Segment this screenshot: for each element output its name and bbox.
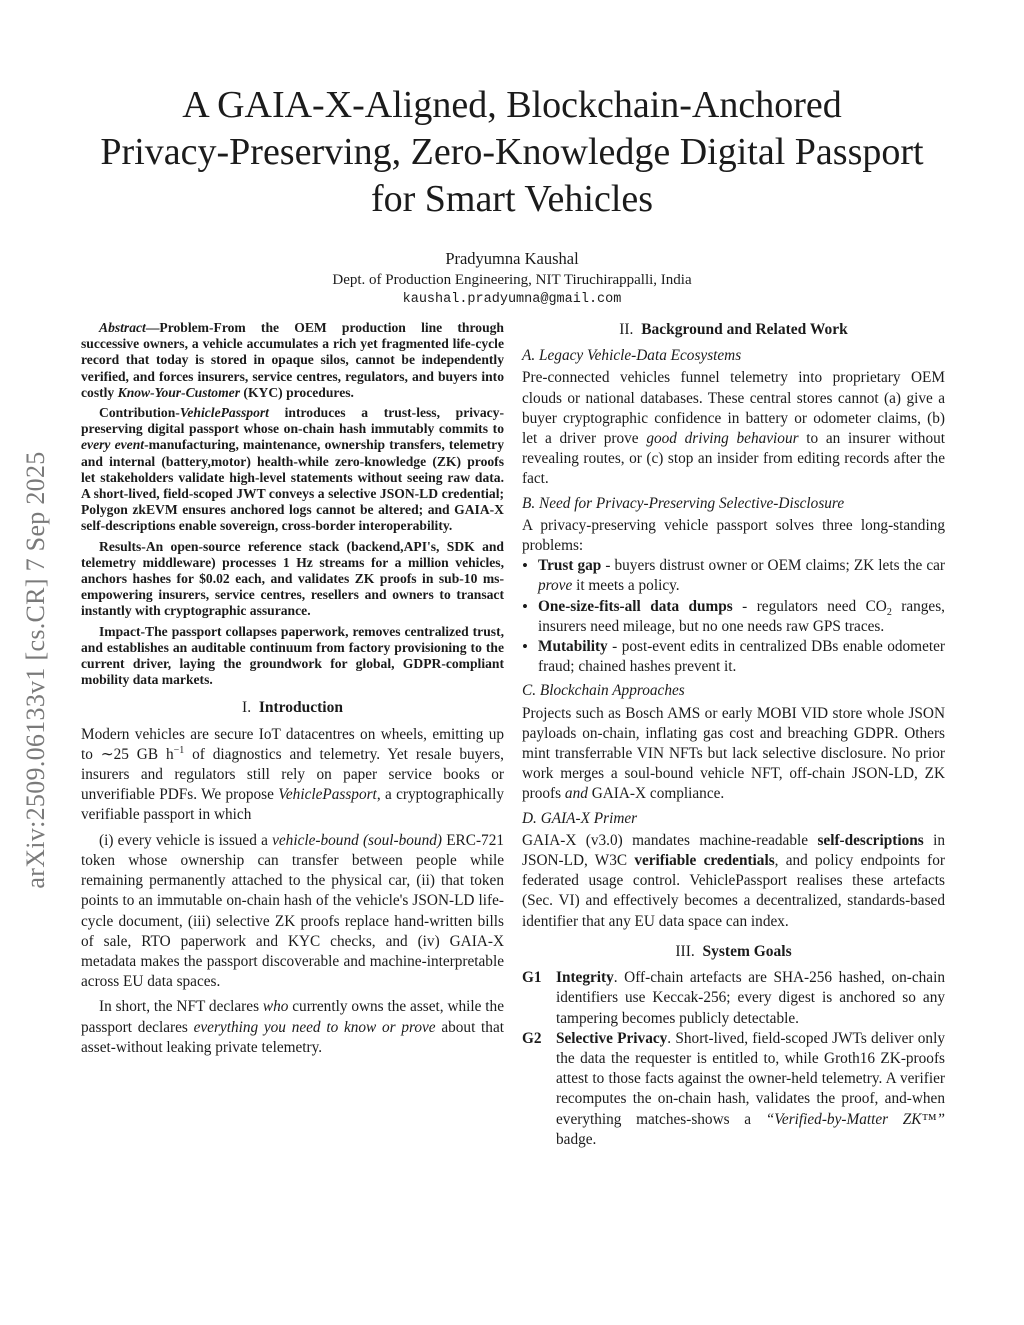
abstract-paragraph [81,405,504,535]
author-affiliation: Dept. of Production Engineering, NIT Tiruchirappalli, India [332,272,692,288]
body-italic: vehicle-bound (soul-bound) [272,831,442,849]
list-item [522,556,945,596]
subsection-heading: B. Need for Privacy-Preserving Selective-Disclosure [522,494,845,512]
body-text: it meets a policy. [572,577,680,595]
section-number: I. [242,699,252,717]
body-text: , and policy endpoints for federated usage control. VehiclePassport realises these artefacts (Sec. VI) and effectively becomes a decentralized, standards-based identifier that any EU data space can index. [522,852,945,930]
body-bold: verifiable credentials [634,852,775,870]
body-italic: VehiclePassport [278,786,377,804]
body-paragraph [81,997,504,1058]
body-text: - regulators need CO [732,597,887,615]
goal-id: G2 [522,1029,542,1047]
abstract-paragraph: Impact-The passport collapses paperwork, removes centralized trust, and establishes an auditable continuum from factory provisioning to the current driver, laying the groundwork for global, GDPR-compliant mobility data markets. [81,623,504,688]
goal-text [556,968,945,1029]
abstract-text: introduces a trust-less, privacy-preserving digital passport whose on-chain hash immutably commits to [81,405,504,437]
section-number: III. [675,942,695,960]
list-item-head: One-size-fits-all data dumps [538,597,733,615]
arxiv-sidebar [8,370,64,970]
section-heading [522,942,945,962]
list-item [522,637,945,677]
body-sup: −1 [173,744,185,756]
body-paragraph [81,831,504,993]
body-bold: self-descriptions [817,831,924,849]
list-item-head: Trust gap [538,557,602,575]
body-text: to an insurer without revealing routes, or (c) stop an insider from editing records after the fact. [522,430,945,488]
body-text: - buyers distrust owner or OEM claims; ZK lets the car [601,557,945,575]
body-paragraph [522,831,945,932]
title-line: A GAIA-X-Aligned, Blockchain-Anchored [182,84,842,126]
subsection-heading: C. Blockchain Approaches [522,682,685,700]
body-text: ranges, insurers need mileage, but no one needs raw GPS traces. [538,597,945,635]
body-paragraph [81,725,504,826]
abstract-paragraph [81,320,504,401]
subsection-heading: D. GAIA-X Primer [522,809,638,827]
body-text: . Short-lived, field-scoped JWTs deliver only the data the requester is entitled to, while Groth16 ZK-proofs attest to those facts against the owner-held telemetry. A verifier recomputes the on-chain hash, validates the proof, and-when everything matches-shows a [556,1029,945,1128]
abstract-vp: VehiclePassport [179,405,269,421]
abstract-every-event: every event [81,437,145,453]
body-text: In short, the NFT declares [99,998,263,1016]
body-text: about that asset-without leaking private telemetry. [81,1018,504,1056]
paper-title [60,82,964,223]
body-paragraph [522,704,945,805]
body-sub: 2 [886,606,892,618]
body-italic: good driving behaviour [646,430,799,448]
abstract-text: Contribution- [99,405,180,421]
body-text: - post-event edits in centralized DBs enable odometer fraud; chained hashes prevent it. [538,638,945,676]
goal-badge-text: “Verified-by-Matter ZK™” [765,1110,945,1128]
left-column [81,320,504,1058]
abstract-kyc: Know-Your-Customer [117,384,241,400]
section-heading [522,320,945,340]
body-text: GAIA-X (v3.0) mandates machine-readable [522,831,818,849]
abstract-text: -manufacturing, maintenance, ownership transfers, telemetry and internal (battery,motor) health-while zero-knowledge (ZK) proofs let stakeholders validate high-level statements without seeing raw data. A short-lived, field-scoped JWT conveys a selective JSON-LD credential; Polygon zkEVM ensures anchored logs cannot be altered; and GAIA-X self-descriptions enable sovereign, cross-border interoperability. [81,437,505,534]
body-italic: prove [538,577,573,595]
list-item-head: Mutability [538,638,608,656]
body-italic: who [262,998,289,1016]
author-email: kaushal.pradyumna@gmail.com [402,292,622,307]
abstract-paragraph: Results-An open-source reference stack (backend,API's, SDK and telemetry middleware) processes 1 Hz streams for a million vehicles, anchors hashes for $0.02 each, and validates ZK proofs in sub-10 ms-empowering insurers, service centres, resellers and owners to transact instantly with cryptographic assurance. [81,538,504,619]
section-heading [81,698,504,718]
goal-item [522,968,945,1029]
author-name: Pradyumna Kaushal [445,249,579,268]
abstract-label: Abstract [99,320,146,335]
body-paragraph: A privacy-preserving vehicle passport solves three long-standing problems: [522,516,945,555]
body-text: Pre-connected vehicles funnel telemetry into proprietary OEM clouds or national databases. These central stores cannot (a) give a buyer cryptographic confidence in battery or odometer claims, (b) let a driver prove [522,369,945,448]
body-text: Modern vehicles are secure IoT datacentres on wheels, emitting up to ∼25 GB h [81,725,504,763]
list-item [522,597,945,637]
section-title: Introduction [258,699,343,717]
bullet-list [522,556,945,677]
subsection-heading: A. Legacy Vehicle-Data Ecosystems [522,347,742,365]
body-text: of diagnostics and telemetry. Yet resale buyers, insurers and regulators still rely on paper service books or unverifiable PDFs. We propose [81,745,504,804]
section-number: II. [619,321,634,338]
title-line: for Smart Vehicles [370,178,654,220]
right-column [522,320,945,1150]
section-title: System Goals [702,942,792,960]
goal-id: G1 [522,969,542,987]
abstract-text-end: (KYC) procedures. [240,384,354,400]
goal-item [522,1029,945,1150]
body-text: currently owns the asset, while the passport declares [81,998,504,1036]
goal-head: Selective Privacy [556,1029,668,1047]
body-text: badge. [556,1130,597,1148]
body-italic: and [564,785,588,803]
arxiv-identifier: arXiv:2509.06133v1 [cs.CR] 7 Sep 2025 [21,451,50,889]
title-line: Privacy-Preserving, Zero-Knowledge Digital Passport [100,131,924,173]
author-block [60,248,964,310]
body-text: (i) every vehicle is issued a [99,831,273,849]
body-text: GAIA-X compliance. [587,785,725,803]
body-text: Projects such as Bosch AMS or early MOBI VID store whole JSON payloads on-chain, inflating gas cost and breaching GDPR. Others mint transferrable VIN NFTs but lack selective disclosure. No prior work merges a soul-bound vehicle NFT, off-chain JSON-LD, ZK proofs [522,704,945,803]
section-title: Background and Related Work [641,321,848,338]
body-text: , a cryptographically verifiable passport in which [81,786,504,824]
abstract-text: —Problem-From the OEM production line through successive owners, a vehicle accumulates a rich yet fragmented life-cycle record that today is stored in opaque silos, cannot be independently verified, and forces insurers, service centres, regulators, and buyers into costly [81,320,504,400]
body-paragraph [522,368,945,489]
goal-text [556,1029,945,1150]
body-italic: everything you need to know or prove [193,1018,436,1036]
body-text: in JSON-LD, W3C [522,831,945,870]
body-text: . Off-chain artefacts are SHA-256 hashed, on-chain identifiers use Keccak-256; every digest is anchored so any tampering becomes publicly detectable. [556,969,945,1027]
goal-head: Integrity [556,969,614,987]
body-text: ERC-721 token whose ownership can transfer between people while remaining permanently attached to the physical car, (ii) that token points to an immutable on-chain hash of the vehicle's JSON-LD life-cycle document, (iii) selective ZK proofs replace hand-written bills of sale, RTO paperwork and KYC checks, and (iv) GAIA-X metadata makes the passport discoverable and machine-interpretable across EU data spaces. [81,831,504,991]
